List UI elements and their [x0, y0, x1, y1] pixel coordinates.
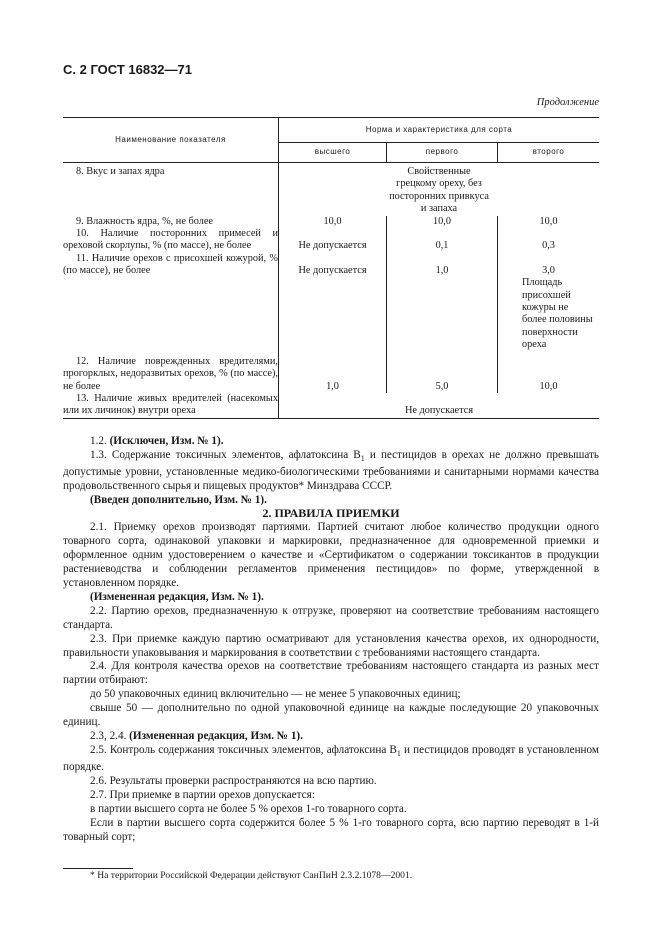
row-name: 10. Наличие посторонних примесей и ореховой скорлупы, % (по массе), не более: [63, 228, 278, 252]
row-name: 13. Наличие живых вредителей (насекомых или их личинок) внутри ореха: [63, 392, 278, 417]
paragraph-2-7-b: Если в партии высшего сорта содержится более 5 % 1-го товарного сорта, всю партию переводят в 1-й товарный сорт;: [63, 816, 599, 843]
col-header-first: первого: [387, 143, 498, 163]
quality-table: [63, 117, 599, 419]
table-row: [63, 216, 599, 228]
paragraph-1-2: 1.2. (Исключен, Изм. № 1).: [90, 434, 224, 447]
row-value-span: Не допускается: [279, 393, 600, 418]
row-value: 10,0: [498, 216, 600, 228]
paragraph-2-4: 2.4. Для контроля качества орехов на соответствие требованиям настоящего стандарта из разных мест партии отбирают:: [63, 660, 599, 687]
table-row: [63, 253, 599, 352]
row-value: Не допускается: [279, 253, 387, 352]
row-value: 3,0: [542, 264, 555, 276]
amendment-note: (Измененная редакция, Изм. № 1).: [90, 590, 264, 603]
table-row: [63, 228, 599, 253]
row-value: 1,0: [279, 352, 387, 393]
row-value: 5,0: [387, 352, 498, 393]
col-header-highest: высшего: [279, 143, 387, 163]
row-value: 10,0: [387, 216, 498, 228]
paragraph-2-4-a: до 50 упаковочных единиц включительно — не менее 5 упаковочных единиц;: [90, 688, 461, 701]
row-value: 10,0: [498, 352, 600, 393]
paragraph-2-1: 2.1. Приемку орехов производят партиями. Партией считают любое количество продукции одного товарного сорта, одинаковой упаковки и маркировки, предназначенное для одновременной приемки и оформленное одним удостоверением о качестве и «Сертификатом о содержании токсикантов в продукции растениеводства и соблюдении регламентов применения пестицидов» по форме, утвержденной в установленном порядке.: [63, 521, 599, 590]
table-row: [63, 393, 599, 418]
amendment-note: 2.3, 2.4. (Измененная редакция, Изм. № 1).: [90, 729, 303, 742]
document-page: [63, 62, 599, 883]
col-header-norm: Норма и характеристика для сорта: [279, 118, 600, 143]
continuation-label: Продолжение: [536, 97, 599, 108]
row-value: Не допускается: [279, 228, 387, 253]
row-value: 0,1: [387, 228, 498, 253]
col-header-second: второго: [498, 143, 600, 163]
paragraph-1-3: 1.3. Содержание токсичных элементов, афлатоксина $В_1$ и пестицидов в орехах не должно превышать допустимые уровни, установленные медико-биологическими требованиями и санитарными нормами качества продовольственного сырья и пищевых продуктов* Минздрава СССР.: [63, 448, 599, 492]
row-value: 10,0: [279, 216, 387, 228]
paragraph-2-7: 2.7. При приемке в партии орехов допускается:: [90, 788, 315, 801]
row-value-span: Свойственные грецкому ореху, без посторонних привкуса и запаха: [279, 163, 600, 216]
row-value: 0,3: [498, 228, 600, 253]
paragraph-2-3: 2.3. При приемке каждую партию осматривают для установления качества орехов, их однородности, правильности упаковывания и маркирования в соответствии с требованиями настоящего стандарта.: [63, 632, 599, 659]
document-body: [63, 435, 599, 884]
table-row: [63, 163, 599, 216]
row-value-note: Площадь присохшей кожуры не более половины поверхности ореха: [522, 277, 593, 351]
amendment-note: (Введен дополнительно, Изм. № 1).: [90, 493, 267, 506]
row-name: 8. Вкус и запах ядра: [76, 166, 165, 177]
row-name: 11. Наличие орехов с присохшей кожурой, % (по массе), не более: [63, 252, 278, 277]
row-name: 12. Наличие поврежденных вредителями, прогорклых, недоразвитых орехов, % (по массе), не более: [63, 355, 278, 392]
col-header-name: Наименование показателя: [63, 118, 279, 163]
row-value: 1,0: [387, 253, 498, 352]
row-name: 9. Влажность ядра, %, не более: [76, 215, 213, 227]
row-value-cell: [498, 253, 600, 352]
page-header: С. 2 ГОСТ 16832—71: [63, 62, 192, 77]
paragraph-2-5: 2.5. Контроль содержания токсичных элементов, афлатоксина $В_1$ и пестицидов проводят в установленном порядке.: [63, 743, 599, 774]
paragraph-2-2: 2.2. Партию орехов, предназначенную к отгрузке, проверяют на соответствие требованиям настоящего стандарта.: [63, 604, 599, 631]
paragraph-2-7-a: в партии высшего сорта не более 5 % орехов 1-го товарного сорта.: [90, 802, 407, 815]
paragraph-2-6: 2.6. Результаты проверки распространяются на всю партию.: [90, 774, 377, 787]
paragraph-2-4-b: свыше 50 — дополнительно по одной упаковочной единице на каждые последующие 20 упаковочных единиц.: [63, 702, 599, 729]
table-row: [63, 352, 599, 393]
footnote: * На территории Российской Федерации действуют СанПиН 2.3.2.1078—2001.: [90, 870, 413, 882]
section-title: 2. ПРАВИЛА ПРИЕМКИ: [262, 506, 400, 521]
